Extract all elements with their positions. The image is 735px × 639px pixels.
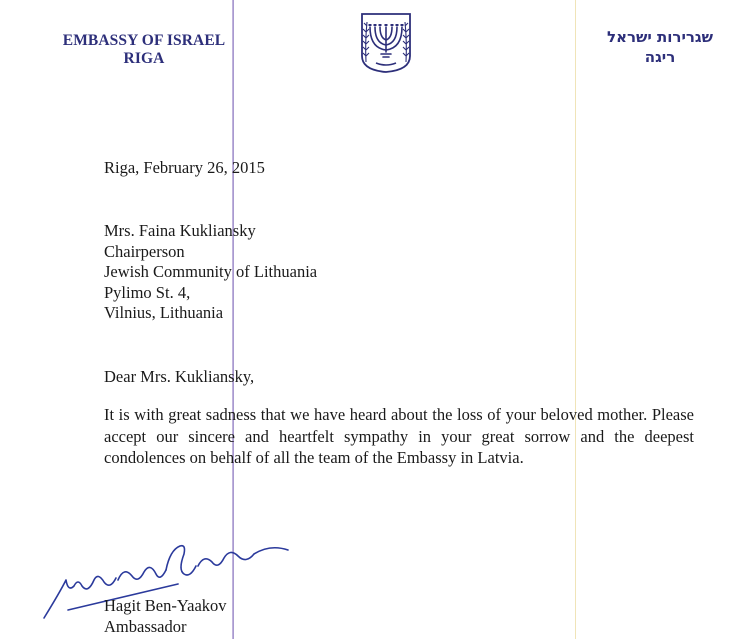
letterhead-english-line1: EMBASSY OF ISRAEL xyxy=(62,32,226,49)
letterhead-english-line2: RIGA xyxy=(123,50,165,67)
letterhead-hebrew xyxy=(590,27,730,67)
recipient-address xyxy=(104,221,317,324)
letterhead-hebrew-line1: שגרירות ישראל xyxy=(607,28,713,46)
menorah-emblem-icon xyxy=(360,12,412,74)
signer-name: Hagit Ben-Yaakov xyxy=(104,596,227,615)
recipient-line: Jewish Community of Lithuania xyxy=(104,262,318,282)
recipient-line: Pylimo St. 4, xyxy=(104,282,191,302)
recipient-line: Mrs. Faina Kukliansky xyxy=(104,221,256,240)
letter-date: Riga, February 26, 2015 xyxy=(104,158,265,177)
letterhead-english xyxy=(54,32,234,68)
letterhead-hebrew-line2: ריגה xyxy=(644,48,676,66)
scan-edge-line xyxy=(575,0,576,639)
letter-body: It is with great sadness that we have heard about the loss of your beloved mother. Please accept our sincere and heartfelt sympathy in your great sorrow and the deepest condolences on behalf of all the team of the Embassy in Latvia. xyxy=(104,405,694,468)
signer-title: Ambassador xyxy=(104,617,187,636)
recipient-line: Vilnius, Lithuania xyxy=(104,303,224,323)
recipient-line: Chairperson xyxy=(104,241,185,261)
salutation: Dear Mrs. Kukliansky, xyxy=(104,367,255,386)
